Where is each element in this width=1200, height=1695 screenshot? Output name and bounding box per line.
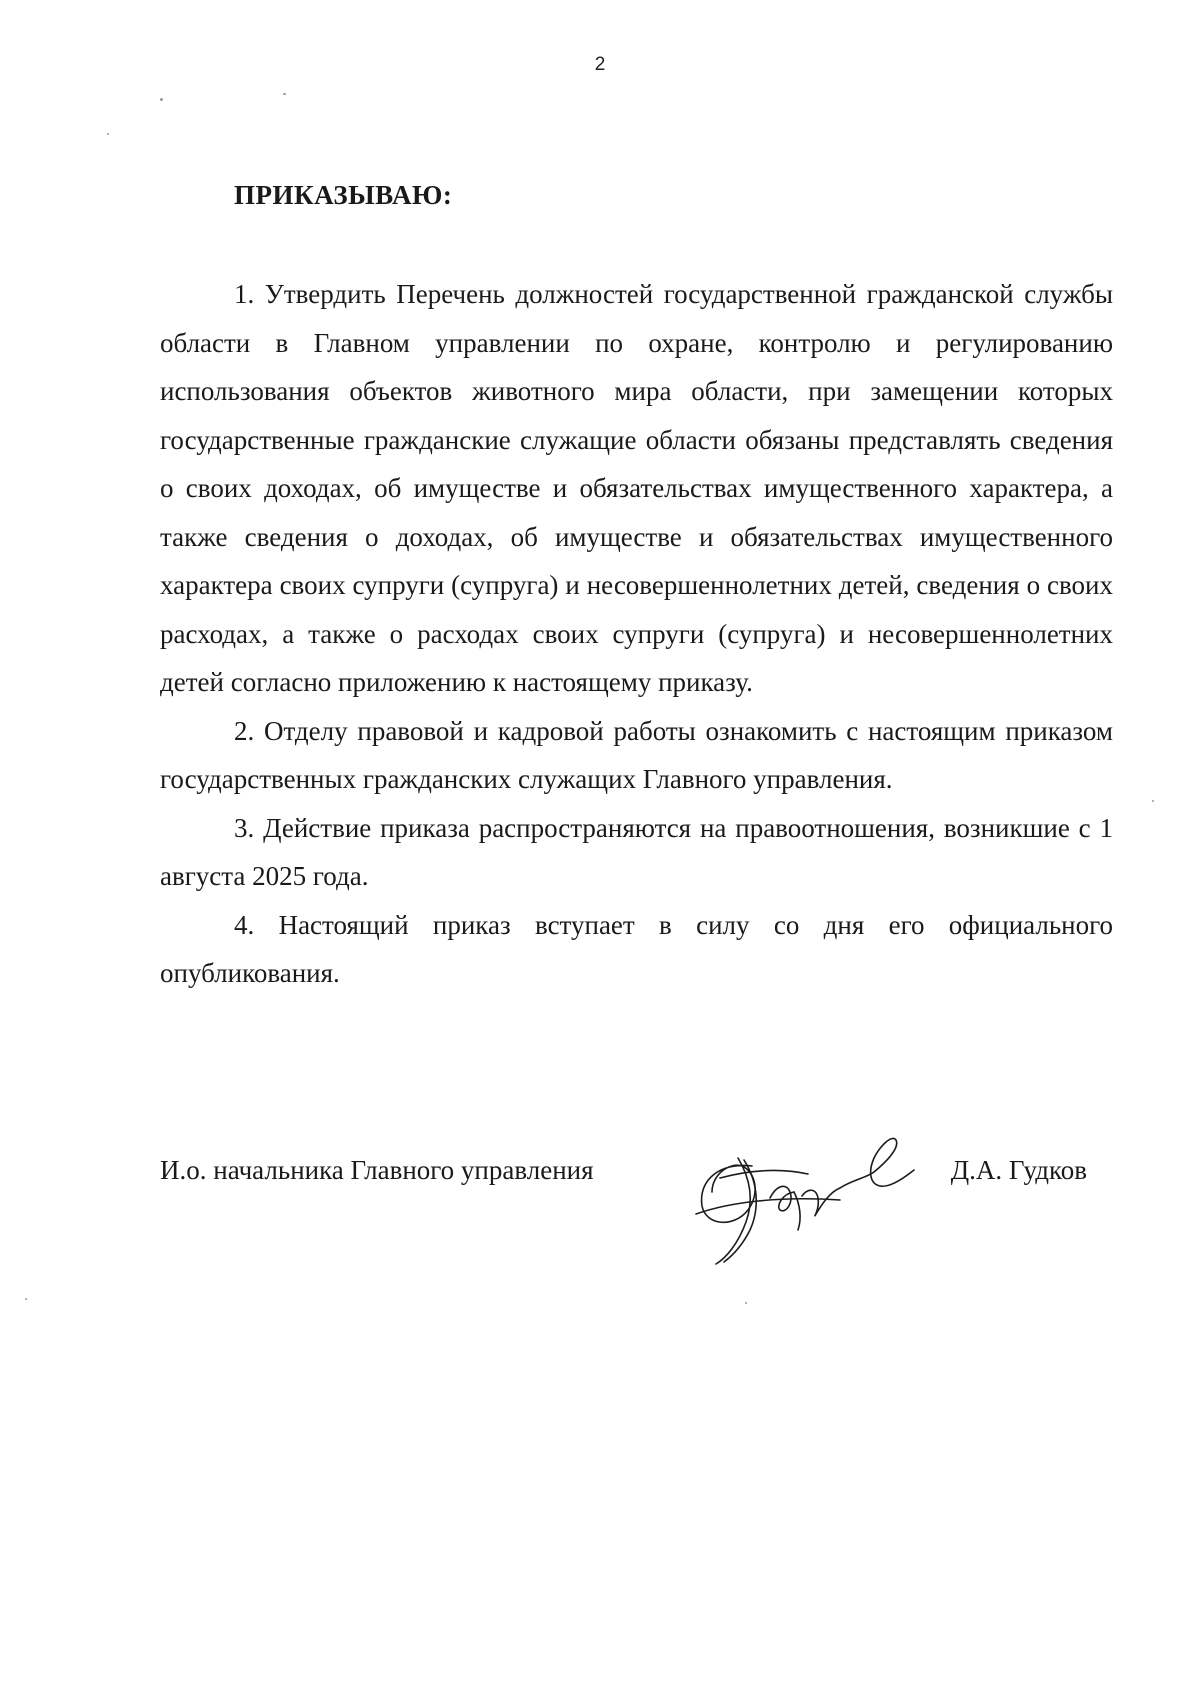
order-item-4: 4. Настоящий приказ вступает в силу со дня его официального опубликования. [160,909,1113,988]
signature-block [160,1155,1113,1195]
order-heading: ПРИКАЗЫВАЮ: [234,180,453,210]
scan-speck [745,1302,747,1304]
handwritten-signature [690,1118,920,1268]
signatory-position: И.о. начальника Главного управления [160,1155,594,1185]
scan-speck [1152,800,1154,802]
scan-speck [160,98,163,101]
scan-speck [107,133,109,135]
scan-speck [283,93,286,95]
page-number: 2 [594,54,606,75]
signatory-name: Д.А. Гудков [950,1155,1087,1185]
order-item-2: 2. Отделу правовой и кадровой работы ознакомить с настоящим приказом государственных гражданских служащих Главного управления. [160,715,1113,794]
order-item-1: 1. Утвердить Перечень должностей государственной гражданской службы области в Главном управлении по охране, контролю и регулированию использования объектов животного мира области, при замещении которых государственные гражданские служащие области обязаны представлять сведения о своих доходах, об имуществе и обязательствах имущественного характера, а также сведения о доходах, об имуществе и обязательствах имущественного характера своих супруги (супруга) и несовершеннолетних детей, сведения о своих расходах, а также о расходах своих супруги (супруга) и несовершеннолетних детей согласно приложению к настоящему приказу. [160,279,1113,697]
order-body [160,270,1113,998]
order-item-3: 3. Действие приказа распространяются на правоотношения, возникшие с 1 августа 2025 года. [160,812,1113,891]
scan-speck [25,1298,27,1300]
